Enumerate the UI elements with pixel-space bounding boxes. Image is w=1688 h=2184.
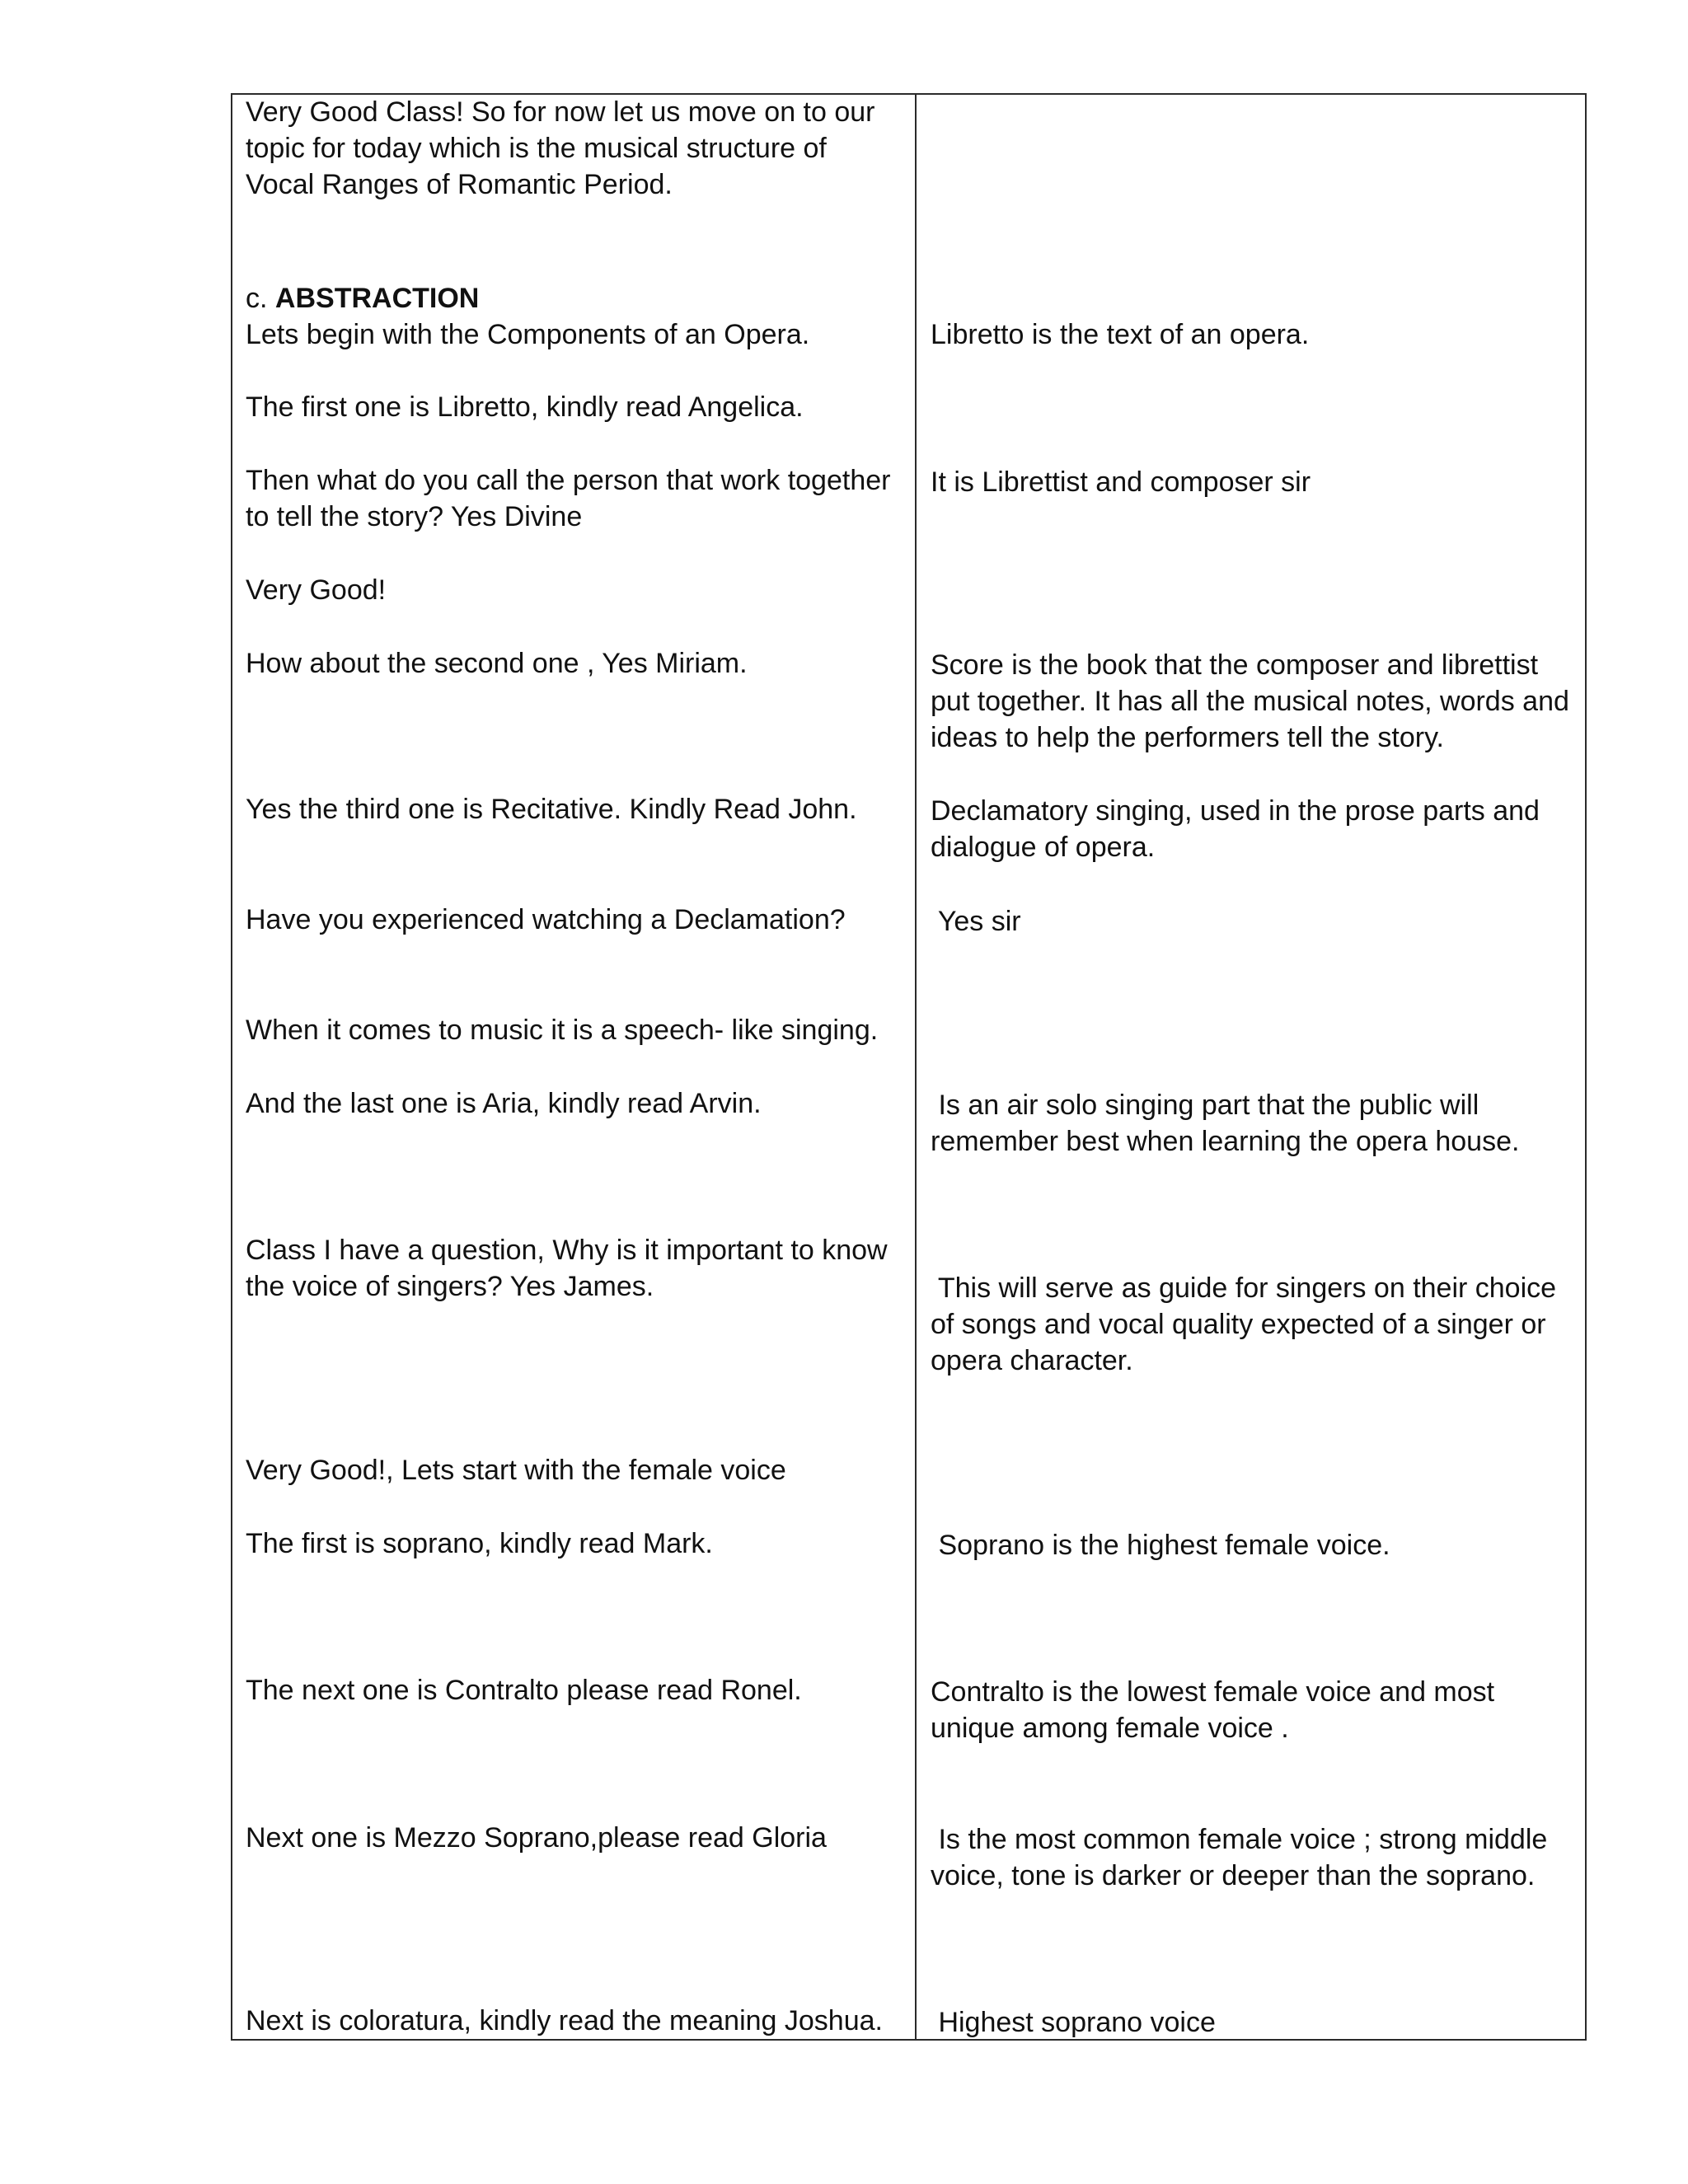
lesson-table bbox=[231, 93, 1587, 2041]
student-line: dialogue of opera. bbox=[931, 832, 1156, 863]
section-heading bbox=[246, 280, 479, 316]
teacher-line: Very Good!, Lets start with the female voice bbox=[246, 1455, 786, 1486]
student-line: Contralto is the lowest female voice and most bbox=[931, 1676, 1495, 1708]
student-line: opera character. bbox=[931, 1345, 1133, 1376]
student-line: remember best when learning the opera house. bbox=[931, 1126, 1520, 1157]
student-line: put together. It has all the musical notes, words and bbox=[931, 686, 1569, 717]
student-line: This will serve as guide for singers on their choice bbox=[931, 1272, 1557, 1304]
student-line: Highest soprano voice bbox=[931, 2007, 1216, 2038]
student-line: Soprano is the highest female voice. bbox=[931, 1530, 1390, 1561]
teacher-line: The next one is Contralto please read Ronel. bbox=[246, 1675, 802, 1706]
section-title: ABSTRACTION bbox=[274, 283, 480, 314]
column-divider bbox=[915, 93, 917, 2041]
teacher-line: Next is coloratura, kindly read the meaning Joshua. bbox=[246, 2005, 883, 2036]
teacher-line: The first is soprano, kindly read Mark. bbox=[246, 1528, 713, 1559]
teacher-line: Next one is Mezzo Soprano,please read Gloria bbox=[246, 1822, 827, 1854]
teacher-line: The first one is Libretto, kindly read Angelica. bbox=[246, 391, 804, 423]
teacher-line: How about the second one , Yes Miriam. bbox=[246, 648, 748, 679]
teacher-line: Then what do you call the person that work together bbox=[246, 465, 891, 496]
teacher-line: Class I have a question, Why is it important to know bbox=[246, 1235, 888, 1266]
student-line: It is Librettist and composer sir bbox=[931, 466, 1311, 498]
teacher-line: Yes the third one is Recitative. Kindly Read John. bbox=[246, 794, 857, 825]
student-line: Is an air solo singing part that the public will bbox=[931, 1090, 1479, 1121]
student-line: ideas to help the performers tell the story. bbox=[931, 722, 1445, 753]
student-line: Is the most common female voice ; strong middle bbox=[931, 1824, 1548, 1855]
teacher-line: Lets begin with the Components of an Opera. bbox=[246, 319, 810, 350]
student-line: of songs and vocal quality expected of a singer or bbox=[931, 1309, 1546, 1340]
teacher-line: Very Good! bbox=[246, 574, 387, 606]
section-prefix: c. bbox=[246, 283, 275, 314]
teacher-line: the voice of singers? Yes James. bbox=[246, 1271, 654, 1302]
student-line: Score is the book that the composer and librettist bbox=[931, 649, 1539, 681]
student-line: unique among female voice . bbox=[931, 1713, 1289, 1744]
intro-line: Vocal Ranges of Romantic Period. bbox=[246, 169, 673, 200]
student-line: voice, tone is darker or deeper than the soprano. bbox=[931, 1860, 1536, 1891]
teacher-line: to tell the story? Yes Divine bbox=[246, 501, 583, 532]
student-line: Libretto is the text of an opera. bbox=[931, 319, 1310, 350]
teacher-line: And the last one is Aria, kindly read Arvin. bbox=[246, 1088, 762, 1119]
intro-line: topic for today which is the musical structure of bbox=[246, 133, 827, 164]
student-line: Declamatory singing, used in the prose parts and bbox=[931, 795, 1540, 827]
intro-line: Very Good Class! So for now let us move on to our bbox=[246, 96, 875, 128]
teacher-line: When it comes to music it is a speech- like singing. bbox=[246, 1015, 879, 1046]
teacher-line: Have you experienced watching a Declamation? bbox=[246, 904, 846, 935]
student-line: Yes sir bbox=[931, 906, 1021, 937]
